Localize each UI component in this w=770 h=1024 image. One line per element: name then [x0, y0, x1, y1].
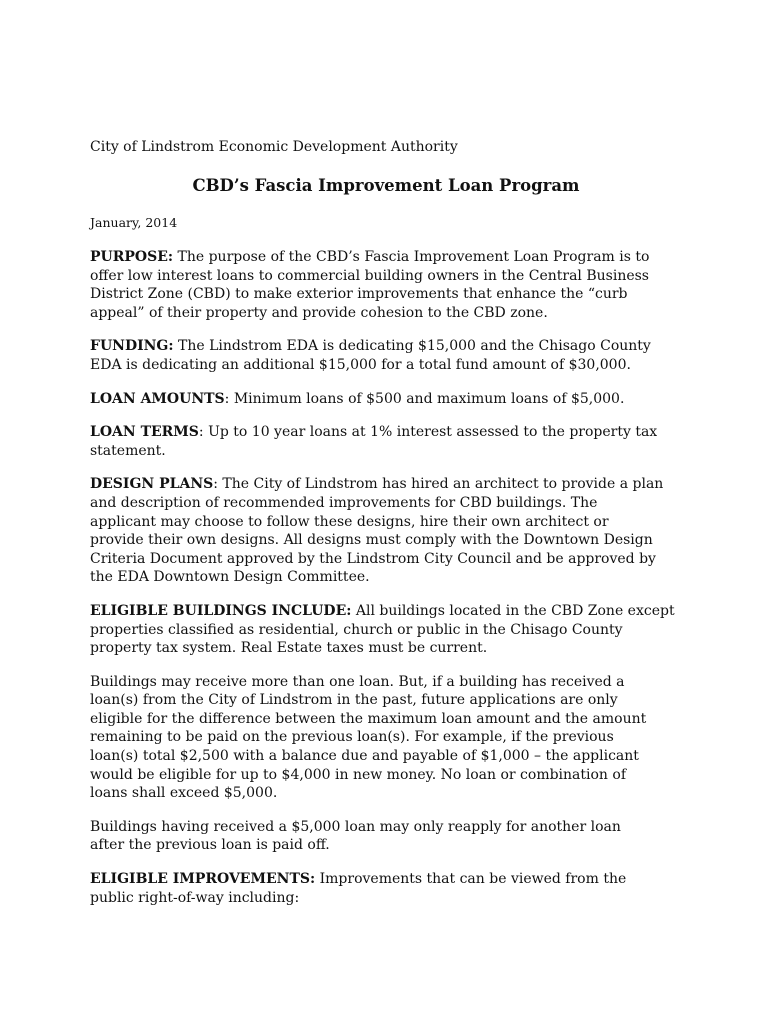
eligible-improvements-line: ELIGIBLE IMPROVEMENTS: Improvements that can be viewed from the — [90, 871, 627, 888]
eligible-buildings-section — [90, 602, 690, 658]
eligible-buildings-line: property tax system. Real Estate taxes must be current. — [90, 640, 488, 657]
funding-line: EDA is dedicating an additional $15,000 for a total fund amount of $30,000. — [90, 356, 631, 373]
multiple-loans-line: remaining to be paid on the previous loan(s). For example, if the previous — [90, 729, 614, 746]
loan-amounts-label: LOAN AMOUNTS — [90, 390, 225, 407]
document-title: CBD’s Fascia Improvement Loan Program — [192, 176, 580, 195]
multiple-loans-line: eligible for the difference between the maximum loan amount and the amount — [90, 710, 647, 727]
purpose-line: District Zone (CBD) to make exterior improvements that enhance the “curb — [90, 286, 628, 303]
loan-terms-line: LOAN TERMS: Up to 10 year loans at 1% interest assessed to the property tax — [90, 424, 658, 441]
multiple-loans-line: loans shall exceed $5,000. — [90, 785, 278, 802]
purpose-line: appeal” of their property and provide cohesion to the CBD zone. — [90, 304, 548, 321]
design-plans-section — [90, 475, 690, 587]
purpose-line: PURPOSE: The purpose of the CBD’s Fascia Improvement Loan Program is to — [90, 249, 650, 265]
design-plans-line: provide their own designs. All designs must comply with the Downtown Design — [90, 532, 653, 549]
funding-label: FUNDING: — [90, 338, 174, 355]
eligible-improvements-section — [90, 870, 690, 907]
purpose-label: PURPOSE: — [90, 249, 174, 265]
design-plans-line: Criteria Document approved by the Lindstrom City Council and be approved by — [90, 550, 656, 567]
document-body — [90, 248, 690, 922]
design-plans-label: DESIGN PLANS — [90, 476, 214, 493]
organization-header: City of Lindstrom Economic Development Authority — [90, 139, 458, 155]
reapply-line: Buildings having received a $5,000 loan may only reapply for another loan — [90, 818, 621, 835]
multiple-loans-line: loan(s) total $2,500 with a balance due and payable of $1,000 – the applicant — [90, 748, 639, 765]
design-plans-line: the EDA Downtown Design Committee. — [90, 569, 370, 586]
funding-line: FUNDING: The Lindstrom EDA is dedicating $15,000 and the Chisago County — [90, 338, 651, 355]
eligible-buildings-line: properties classified as residential, church or public in the Chisago County — [90, 621, 623, 638]
reapply-line: after the previous loan is paid off. — [90, 837, 330, 854]
loan-terms-label: LOAN TERMS — [90, 424, 199, 441]
purpose-section — [90, 248, 690, 322]
eligible-improvements-label: ELIGIBLE IMPROVEMENTS: — [90, 871, 316, 888]
loan-terms-section — [90, 423, 690, 460]
multiple-loans-line: Buildings may receive more than one loan. But, if a building has received a — [90, 673, 625, 690]
funding-section — [90, 337, 690, 374]
eligible-improvements-line: public right-of-way including: — [90, 889, 300, 906]
loan-amounts-line: LOAN AMOUNTS: Minimum loans of $500 and maximum loans of $5,000. — [90, 390, 625, 407]
loan-amounts-section — [90, 390, 690, 409]
multiple-loans-section — [90, 673, 690, 803]
eligible-buildings-label: ELIGIBLE BUILDINGS INCLUDE: — [90, 602, 352, 619]
design-plans-line: DESIGN PLANS: The City of Lindstrom has hired an architect to provide a plan — [90, 476, 664, 493]
multiple-loans-line: would be eligible for up to $4,000 in new money. No loan or combination of — [90, 766, 627, 783]
design-plans-line: applicant may choose to follow these designs, hire their own architect or — [90, 513, 609, 530]
purpose-line: offer low interest loans to commercial building owners in the Central Business — [90, 267, 649, 284]
document-date: January, 2014 — [90, 215, 178, 230]
reapply-section — [90, 818, 690, 855]
multiple-loans-line: loan(s) from the City of Lindstrom in the past, future applications are only — [90, 692, 618, 709]
eligible-buildings-line: ELIGIBLE BUILDINGS INCLUDE: All buildings located in the CBD Zone except — [90, 602, 675, 619]
loan-terms-line: statement. — [90, 442, 166, 459]
design-plans-line: and description of recommended improvements for CBD buildings. The — [90, 494, 598, 511]
